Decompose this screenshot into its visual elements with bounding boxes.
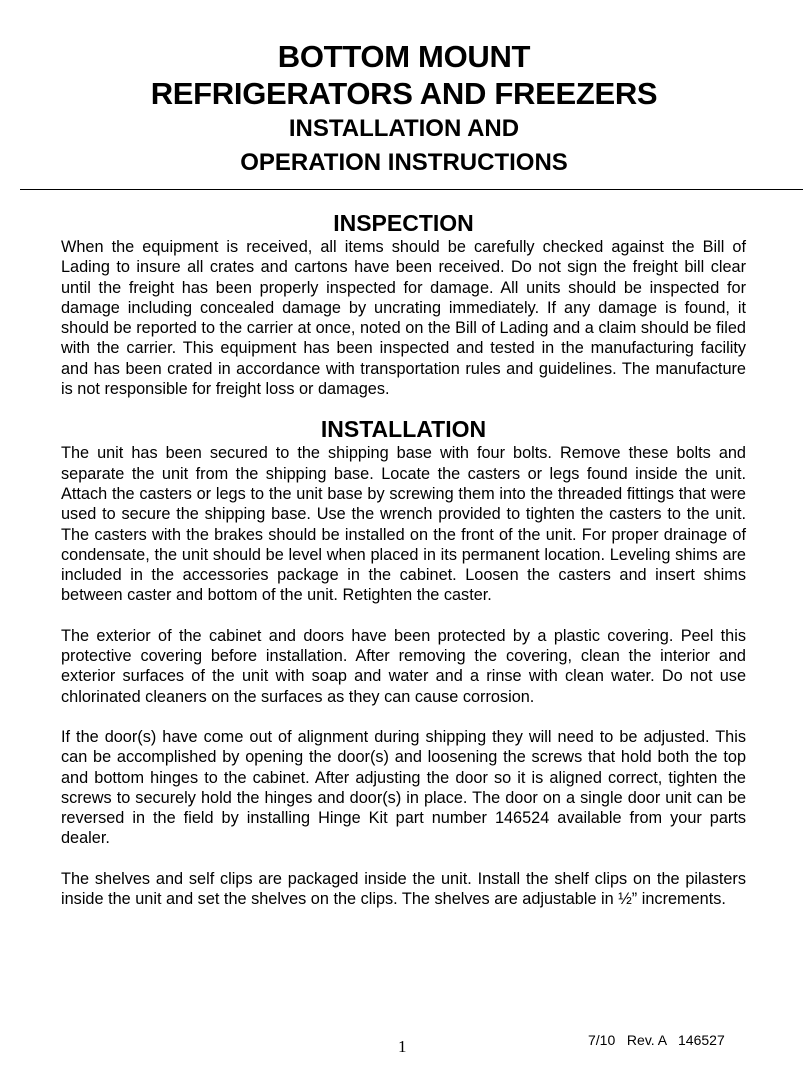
document-title-line-1: BOTTOM MOUNT xyxy=(277,39,531,74)
installation-paragraph-4: The shelves and self clips are packaged inside the unit. Install the shelf clips on the pilasters inside the unit and set the shelves on the clips. The shelves are adjustable in ½” increments. xyxy=(61,869,746,909)
inspection-paragraph: When the equipment is received, all items should be carefully checked against the Bill of Lading to insure all crates and cartons have been received. Do not sign the freight bill clear until the freight has been properly inspected for damage. All units should be inspected for damage including concealed damage by uncrating immediately. If any damage is found, it should be reported to the carrier at once, noted on the Bill of Lading and a claim should be filed with the carrier. This equipment has been inspected and tested in the manufacturing facility and has been crated in accordance with transportation rules and guidelines. The manufacture is not responsible for freight loss or damages. xyxy=(61,238,746,399)
revision-code: 7/10 Rev. A 146527 xyxy=(588,1032,725,1048)
inspection-heading: INSPECTION xyxy=(333,210,474,236)
document-subtitle-line-1: INSTALLATION AND xyxy=(288,115,520,142)
installation-paragraph-2: The exterior of the cabinet and doors have been protected by a plastic covering. Peel this protective covering before installation. After removing the covering, clean the interior and exterior surfaces of the unit with soap and water and a rinse with clean water. Do not use chlorinated cleaners on the surfaces as they can cause corrosion. xyxy=(61,626,746,706)
section-spacer xyxy=(61,399,746,415)
page-number: 1 xyxy=(398,1037,407,1056)
document-header xyxy=(0,38,808,180)
installation-paragraph-3: If the door(s) have come out of alignment during shipping they will need to be adjusted. This can be accomplished by opening the door(s) and loosening the screws that hold both the top and bottom hinges to the cabinet. After adjusting the door so it is aligned correct, tighten the screws to securely hold the hinges and door(s) in place. The door on a single door unit can be reversed in the field by installing Hinge Kit part number 146524 available from your parts dealer. xyxy=(61,727,746,848)
paragraph-spacer xyxy=(61,849,746,869)
document-subtitle-line-2: OPERATION INSTRUCTIONS xyxy=(240,149,568,176)
installation-heading: INSTALLATION xyxy=(320,416,487,443)
document-title-line-2: REFRIGERATORS AND FREEZERS xyxy=(150,76,658,111)
paragraph-spacer xyxy=(61,606,746,626)
document-body xyxy=(61,209,746,909)
paragraph-spacer xyxy=(61,707,746,727)
installation-paragraph-1: The unit has been secured to the shipping base with four bolts. Remove these bolts and separate the unit from the shipping base. Locate the casters or legs found inside the unit. Attach the casters or legs to the unit base by screwing them into the threaded fittings that were used to secure the shipping base. Use the wrench provided to tighten the casters to the unit. The casters with the brakes should be installed on the front of the unit. For proper drainage of condensate, the unit should be level when placed in its permanent location. Leveling shims are included in the accessories package in the cabinet. Loosen the casters and insert shims between caster and bottom of the unit. Retighten the caster. xyxy=(61,444,746,605)
header-divider xyxy=(20,189,803,190)
